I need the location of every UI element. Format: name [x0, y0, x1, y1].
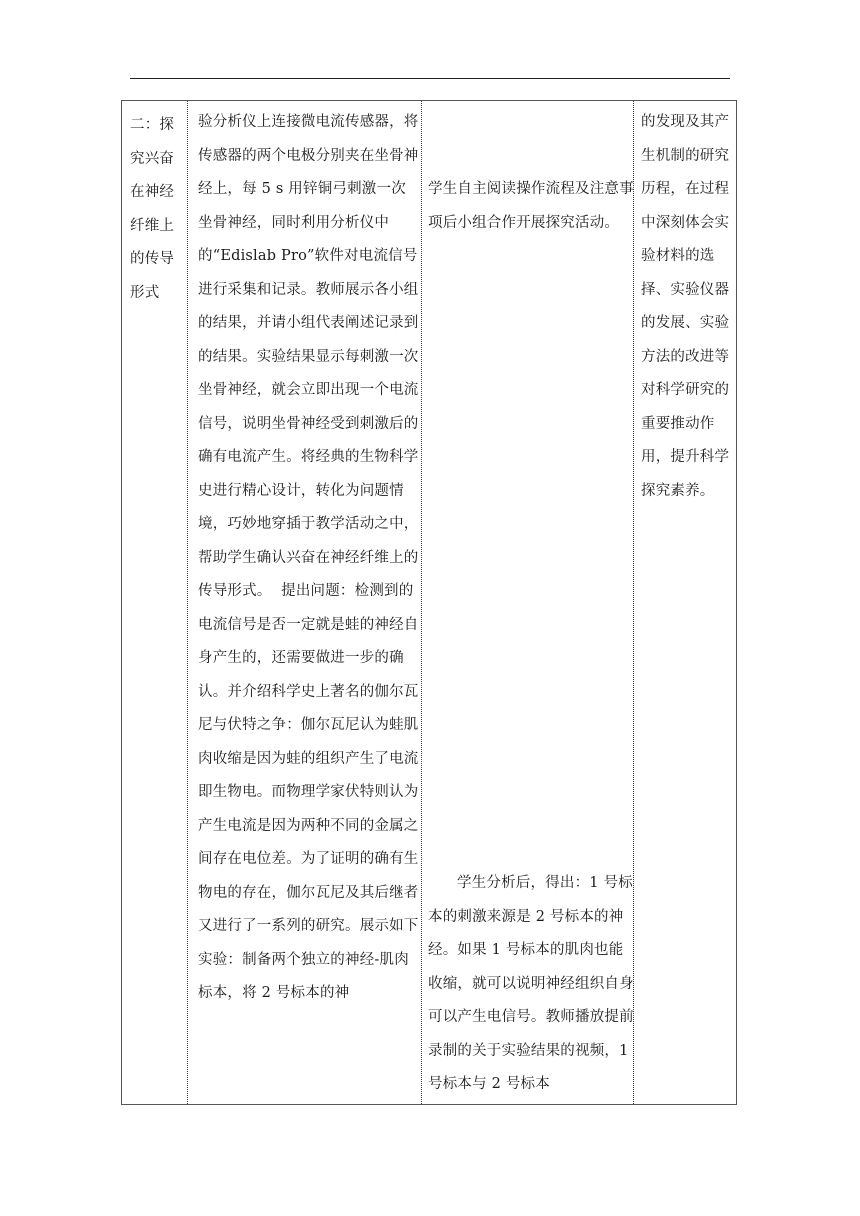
column-divider [421, 101, 422, 1104]
teacher-activity-cell: 验分析仪上连接微电流传感器，将传感器的两个电极分别夹在坐骨神经上，每 5 s 用锌铜弓刺激一次坐骨神经，同时利用分析仪中的“Edislab Pro”软件对电流信号进行采集和记录。教师展示各小组的结果，并请小组代表阐述记录到的结果。实验结果显示每刺激一次坐骨神经，就会立即出现一个电流信号，说明坐骨神经受到刺激后的确有电流产生。将经典的生物科学史进行精心设计，转化为问题情境，巧妙地穿插于教学活动之中，帮助学生确认兴奋在神经纤维上的传导形式。 提出问题：检测到的电流信号是否一定就是蛙的神经自身产生的，还需要做进一步的确认。并介绍科学史上著名的伽尔瓦尼与伏特之争：伽尔瓦尼认为蛙肌肉收缩是因为蛙的组织产生了电流即生物电。而物理学家伏特则认为产生电流是因为两种不同的金属之间存在电位差。为了证明的确有生物电的存在，伽尔瓦尼及其后继者又进行了一系列的研究。展示如下实验：制备两个独立的神经-肌肉标本，将 2 号标本的神 [198, 114, 419, 1001]
design-intent-cell: 的发现及其产生机制的研究历程，在过程中深刻体会实验材料的选择、实验仪器的发展、实验方法的改进等对科学研究的重要推动作用，提升科学探究素养。 [641, 114, 730, 499]
column-divider [187, 101, 188, 1104]
student-activity-top: 学生自主阅读操作流程及注意事项后小组合作开展探究活动。 [428, 181, 634, 231]
header-rule [130, 78, 730, 79]
stage-title-cell: 二：探究兴奋在神经纤维上的传导形式 [130, 117, 175, 301]
lesson-table [121, 100, 737, 1105]
student-activity-bottom: 学生分析后，得出：1 号标本的刺激来源是 2 号标本的神经。如果 1 号标本的肌肉也能收缩，就可以说明神经组织自身可以产生电信号。教师播放提前录制的关于实验结果的视频，1 号标本与 2 号标本 [428, 875, 634, 1092]
